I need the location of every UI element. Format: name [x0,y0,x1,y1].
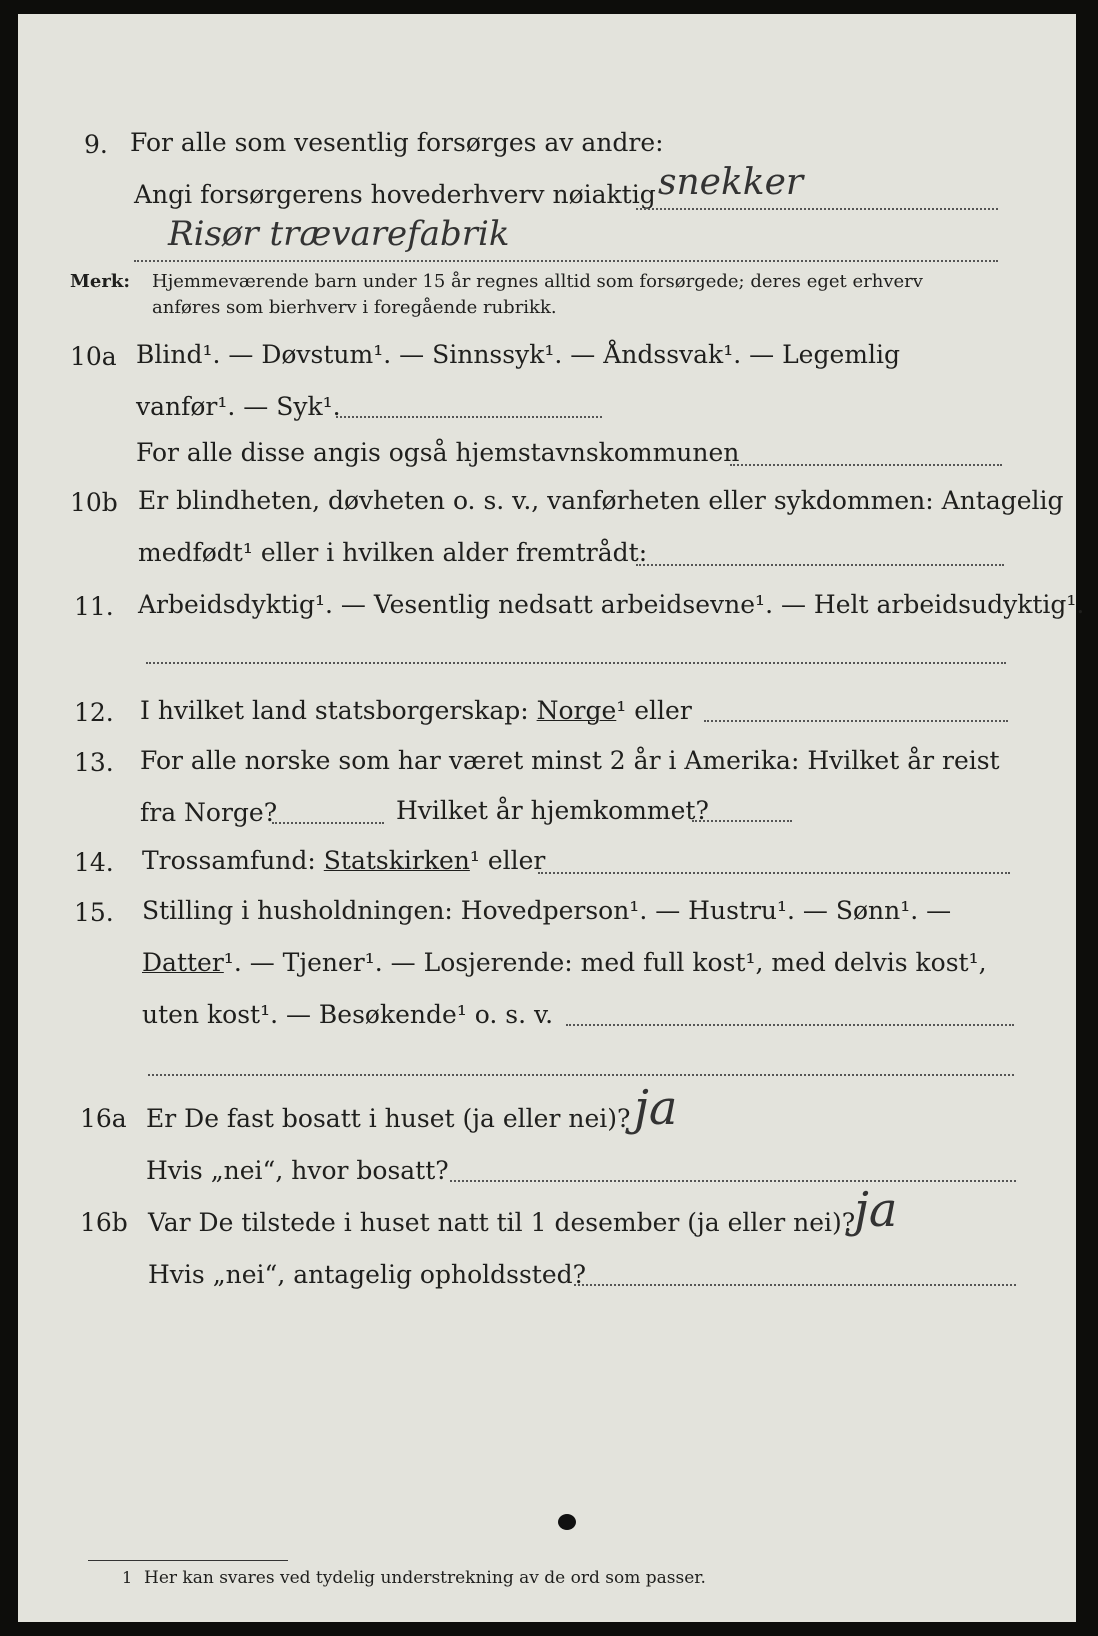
q15-line2-rest: ¹. — Tjener¹. — Losjerende: med full kost¹, med delvis kost¹, [223,948,987,977]
q9-answer-line1 [636,208,998,210]
q16a-number: 16a [80,1104,127,1133]
q14-answer-line [538,872,1010,874]
q16a-answer-line [450,1180,1016,1182]
q13-hjemkommet-line [692,820,792,822]
q16a-line2: Hvis „nei“, hvor bosatt? [146,1156,449,1185]
q13-number: 13. [74,748,114,777]
q11-line1: Arbeidsdyktig¹. — Vesentlig nedsatt arbeidsevne¹. — Helt arbeidsudyktig¹. [138,590,1085,619]
q16b-answer-line [574,1284,1016,1286]
q10a-line1: Blind¹. — Døvstum¹. — Sinnssyk¹. — Åndssvak¹. — Legemlig [136,340,900,369]
q13-line2b: Hvilket år hjemkommet? [396,796,709,825]
q16b-number: 16b [80,1208,128,1237]
q13-line1: For alle norske som har været minst 2 år i Amerika: Hvilket år reist [140,746,1000,775]
q12-number: 12. [74,698,114,727]
q9-text-line2: Angi forsørgerens hovederhverv nøiaktig [134,180,656,209]
q16b-handwritten-answer: ja [854,1182,898,1238]
q12-suffix: ¹ eller [616,696,692,725]
q10a-line3: For alle disse angis også hjemstavnskommunen [136,438,740,467]
q16b-line1: Var De tilstede i huset natt til 1 desember (ja eller nei)? [148,1208,856,1237]
footnote-rule [88,1560,288,1561]
merk-line2: anføres som bierhverv i foregående rubrikk. [152,297,557,318]
q14-prefix: Trossamfund: [142,846,316,875]
q9-handwritten-answer2: Risør trævarefabrik [168,214,510,254]
q10b-number: 10b [70,488,118,517]
q10b-line1: Er blindheten, døvheten o. s. v., vanførheten eller sykdommen: Antagelig [138,486,1064,515]
census-form-page [18,14,1085,1622]
q9-answer-line2 [134,260,998,262]
q16a-line1: Er De fast bosatt i huset (ja eller nei)? [146,1104,631,1133]
q15-line3: uten kost¹. — Besøkende¹ o. s. v. [142,1000,554,1029]
q15-number: 15. [74,898,114,927]
q12-prefix: I hvilket land statsborgerskap: [140,696,529,725]
q13-line2a: fra Norge? [140,798,278,827]
footnote-mark: 1 [122,1568,133,1587]
q9-handwritten-answer1: snekker [658,162,804,203]
q15-option-datter: Datter [142,948,224,977]
q12-answer-line [704,720,1008,722]
q9-number: 9. [84,130,108,159]
q15-answer-line1 [566,1024,1014,1026]
q12-line [140,696,692,726]
q10a-hjemstavn-line [730,464,1002,466]
q10a-answer-line [336,416,602,418]
q15-answer-line2 [148,1074,1014,1076]
q15-line2 [142,948,987,978]
merk-line1: Hjemmeværende barn under 15 år regnes alltid som forsørgede; deres eget erhverv [152,271,923,292]
q11-answer-line [146,662,1006,664]
footnote-text: Her kan svares ved tydelig understrekning av de ord som passer. [144,1568,706,1588]
merk-label: Merk: [70,271,130,292]
q14-option-statskirken: Statskirken [323,846,470,875]
q9-text-line1: For alle som vesentlig forsørges av andre: [130,128,664,157]
q10b-answer-line [636,564,1004,566]
q10a-line2: vanfør¹. — Syk¹. [136,392,341,421]
q11-number: 11. [74,592,114,621]
q10b-line2: medfødt¹ eller i hvilken alder fremtrådt: [138,538,648,567]
q10a-number: 10a [70,342,117,371]
q14-number: 14. [74,848,114,877]
ink-blot [558,1514,576,1530]
q14-suffix: ¹ eller [469,846,546,875]
q12-option-norge: Norge [536,696,617,725]
q13-reist-line [272,822,384,824]
q16b-line2: Hvis „nei“, antagelig opholdssted? [148,1260,587,1289]
q15-line1: Stilling i husholdningen: Hovedperson¹. — Hustru¹. — Sønn¹. — [142,896,952,925]
q14-line [142,846,545,876]
q16a-handwritten-answer: ja [634,1080,678,1136]
